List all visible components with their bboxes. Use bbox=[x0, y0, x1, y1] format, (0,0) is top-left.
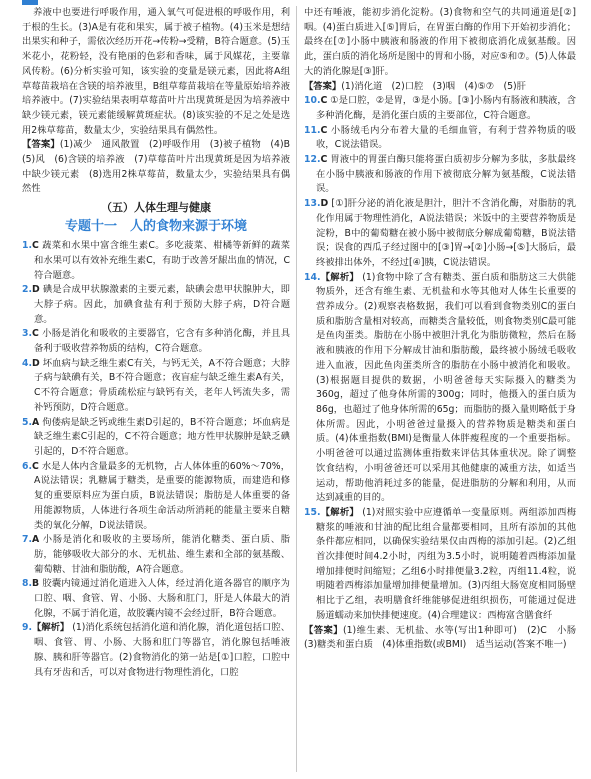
explanation-text: 胶囊内镜通过消化道进入人体，经过消化道各器官的顺序为口腔、咽、食管、胃、小肠、大肠和肛门，肝是人体最大的消化腺，不属于消化道，故胶囊内镜不会经过肝，B符合题意。 bbox=[34, 578, 290, 619]
explanation-text: 小肠绒毛内分布着大量的毛细血管，有利于营养物质的吸收，C说法错误。 bbox=[316, 124, 576, 151]
explanation-text: (1)对照实验中应遵循单一变量原则。两组添加西梅糖浆的唾液和甘油的配比组合量都要相同，且所有添加的其他条件都应相同，以确保实验结果仅由西梅的添加引起。(2)乙组首次排便时间4.2小时，丙组为3.5小时，说明随着西梅添加量增加排便时间缩短；乙组6小时排便量3.2粒，丙组11.4粒，说明随着西梅添加量增加排便量增加。(3)丙组大肠宽度相同肠壁相比于乙组，表明膳食纤维能够促进组织损伤，可能通过促进肠道蠕动来加快排便速度。(4)合理建议：西梅富含膳食纤 bbox=[316, 506, 576, 621]
question-item bbox=[304, 153, 576, 197]
question-item bbox=[304, 506, 576, 624]
question-number: 9. bbox=[22, 622, 33, 634]
question-item bbox=[22, 416, 290, 460]
explanation-text: ①是口腔，②是胃，③是小肠。[③]小肠内有肠液和胰液，含多种消化酶，是消化蛋白质的主要部位，C符合题意。 bbox=[316, 95, 576, 121]
answer-choice: C bbox=[320, 95, 328, 107]
question-item bbox=[22, 577, 290, 621]
topic-title: 专题十一 人的食物来源于环境 bbox=[64, 219, 247, 235]
question-number: 3. bbox=[22, 328, 33, 340]
question-item bbox=[22, 621, 290, 680]
explanation-text: 蔬菜和水果中富含维生素C。多吃菠菜、柑橘等新鲜的蔬菜和水果可以有效补充维生素C，有助于改善牙龈出血的情况，C符合题意。 bbox=[34, 240, 290, 281]
answer-label: 【答案】 bbox=[304, 624, 343, 636]
answer-choice: C bbox=[320, 154, 328, 166]
question-item bbox=[304, 197, 576, 271]
explanation-text: (1)消化系统包括消化道和消化腺，消化道包括口腔、咽、食管、胃、小肠、大肠和肛门等器官，消化腺包括唾液腺、胰和肝等器官。(2)食物消化的第一站是[①]口腔，口腔中具有牙齿和舌，可以对食物进行物理性消化，口腔 bbox=[34, 622, 290, 678]
question-number: 6. bbox=[22, 460, 33, 472]
answer-block-2 bbox=[304, 80, 576, 95]
answer-choice: A bbox=[32, 534, 40, 546]
answer-block-3 bbox=[304, 624, 586, 653]
question-number: 8. bbox=[22, 578, 33, 590]
explanation-text: 坏血病与缺乏维生素C有关，与钙无关，A不符合题意；大脖子病与缺碘有关，B不符合题意；夜盲症与缺乏维生素A有关，C不符合题意；骨质疏松症与缺钙有关，老年人钙流失多，需补钙预防，D符合题意。 bbox=[34, 357, 290, 413]
question-item bbox=[304, 94, 576, 123]
explanation-text: 小肠是消化和吸收的主要器官，它含有多种消化酶，并且具备利于吸收营养物质的结构，C符合题意。 bbox=[34, 328, 290, 355]
question-item bbox=[22, 283, 290, 327]
answer-choice: 【解析】 bbox=[320, 271, 359, 283]
answer-choice: D bbox=[32, 357, 40, 369]
question-number: 1. bbox=[22, 240, 33, 252]
page-accent-bar bbox=[22, 0, 38, 5]
question-number: 15. bbox=[304, 506, 321, 518]
explanation-text: [①]肝分泌的消化液是胆汁，胆汁不含消化酶，对脂肪的乳化作用属于物理性消化，A说法错误；米饭中的主要营养物质是淀粉，B中的葡萄糖在被小肠中被彻底分解成葡萄糖，B说法错误；误食的西瓜子经过图中的[③]胃→[②]小肠→[⑤]大肠后，最终被排出体外，不经过[④]胰，C说法错误。 bbox=[316, 198, 576, 268]
question-item bbox=[22, 460, 290, 534]
left-paragraph-continued: 养液中也要进行呼吸作用，通入氧气可促进根的呼吸作用，利于根的生长。(3)A是有花和果实，属于被子植物。(4)玉米是想结出果实和种子，需依次经历开花→传粉→受精，B符合题意。(5)玉米花小，花粉轻，没有艳丽的色彩和香味，属于风媒花，主要靠风传粉。(6)分析实验可知，该实验的变量是镁元素，因此将A组草莓苗栽培在含镁的培养液里，B组草莓苗栽培在等量原始培养液培养液中。(7)实验结果表明草莓苗叶片出现黄斑是因为培养液中缺少镁元素，镁元素能缓解黄斑症状。(8)该实验的不足之处是选用2株草莓苗，数量太少，实验结果具有偶然性。 bbox=[22, 7, 290, 136]
explanation-text: 佝偻病是缺乏钙或维生素D引起的，B不符合题意；坏血病是缺乏维生素C引起的，C不符合题意；地方性甲状腺肿是缺乏碘引起的，D不符合题意。 bbox=[34, 416, 290, 457]
answer-choice: C bbox=[320, 124, 328, 136]
answer-choice: D bbox=[320, 198, 329, 210]
question-item bbox=[22, 533, 290, 577]
answer-block-1 bbox=[22, 138, 300, 197]
answer-choice: B bbox=[32, 578, 40, 590]
answer-label: 【答案】 bbox=[22, 139, 60, 151]
column-divider bbox=[296, 6, 297, 772]
question-number: 11. bbox=[304, 124, 321, 136]
explanation-text: 小肠是消化和吸收的主要场所，能消化糖类、蛋白质、脂肪，能够吸收大部分的水、无机盐、维生素和全部的氨基酸、葡萄糖、甘油和脂肪酸，A符合题意。 bbox=[34, 534, 290, 575]
question-item bbox=[304, 271, 576, 506]
answer-choice: 【解析】 bbox=[32, 622, 70, 634]
question-item bbox=[22, 327, 290, 356]
explanation-text: 碘是合成甲状腺激素的主要元素，缺碘会患甲状腺肿大，即大脖子病。因此，加碘食盐有利于预防大脖子病，D符合题意。 bbox=[34, 284, 290, 325]
right-column bbox=[304, 6, 586, 653]
answer-choice: C bbox=[32, 328, 39, 340]
left-column bbox=[22, 6, 300, 680]
answer-choice: C bbox=[32, 240, 39, 252]
question-item bbox=[304, 124, 576, 153]
question-number: 2. bbox=[22, 284, 33, 296]
section-heading: （五）人体生理与健康 bbox=[101, 201, 211, 215]
question-item bbox=[22, 239, 290, 283]
explanation-text: 胃液中的胃蛋白酶只能将蛋白质初步分解为多肽，多肽最终在小肠中胰液和肠液的作用下被彻底分解为氨基酸，C说法错误。 bbox=[316, 154, 576, 195]
answer-choice: 【解析】 bbox=[320, 506, 359, 518]
answer-choice: A bbox=[32, 416, 40, 428]
explanation-text: 水是人体内含量最多的无机物，占人体体重的60%～70%，A说法错误；乳糖属于糖类，是重要的能源物质，而建造和修复的重要原料应为蛋白质，B说法错误；脂肪是人体重要的备用能源物质，人体进行各项生命活动所消耗的能量主要来自糖类的氧化分解，D说法错误。 bbox=[34, 460, 290, 531]
left-question-list bbox=[22, 239, 290, 680]
explanation-text: (1)食物中除了含有糖类、蛋白质和脂肪这三大供能物质外，还含有维生素、无机盐和水等其他对人体生长重要的营养成分。(2)观察表格数据，我们可以看到食物类别C的蛋白质和脂肪含量相对较高，而糖类含量较低，则食物类别C最可能是鱼肉蛋类。脂肪在小肠中被胆汁乳化为脂肪微粒，然后在肠液和胰液的作用下分解成甘油和脂肪酸，最终被小肠绒毛吸收进入血液，因此鱼肉蛋类所含的脂肪在小肠中被消化和吸收。(3)根据题目提供的数据，小明爸爸每天实际摄入的糖类为360g，超过了他身体所需的300g；同时，他摄入的蛋白质为86g，也超过了他身体所需的65g；而脂肪的摄入量则略低于身体所需。因此，小明爸爸过量摄入的营养物质是糖类和蛋白质。(4)体重指数(BMI)是衡量人体胖瘦程度的一个重要指标。小明爸爸可以通过监测体重指数来评估其体重状况。除了调整饮食结构，小明爸爸还可以采用其他健康的减重方法，如适当运动，帮助他消耗过多的能量，促进脂肪的分解和利用，从而达到减重的目的。 bbox=[316, 271, 576, 504]
answer-label: 【答案】 bbox=[304, 80, 342, 92]
answer-choice: D bbox=[32, 284, 40, 296]
right-question-list bbox=[304, 94, 576, 623]
right-paragraph-continued: 中还有唾液，能初步消化淀粉。(3)食物和空气的共同通道是[②]咽。(4)蛋白质进入[⑤]胃后，在胃蛋白酶的作用下开始初步消化；最终在[⑦]小肠中胰液和肠液的作用下被彻底消化成氨基酸。因此，蛋白质的消化场所是图中的胃和小肠，对应⑤和⑦。(5)人体最大的消化腺是[③]肝。 bbox=[304, 7, 576, 77]
question-number: 10. bbox=[304, 95, 321, 107]
question-number: 4. bbox=[22, 357, 33, 369]
answer-text: (1)维生素、无机盐、水等(写出1种即可) (2)C 小肠 (3)糖类和蛋白质 (4)体重指数(或BMI) 适当运动(答案不唯一) bbox=[304, 624, 586, 651]
answer-choice: C bbox=[32, 460, 39, 472]
question-number: 7. bbox=[22, 534, 33, 546]
question-number: 13. bbox=[304, 198, 321, 210]
question-number: 5. bbox=[22, 416, 33, 428]
answer-text: (1)消化道 (2)口腔 (3)咽 (4)⑤⑦ (5)肝 bbox=[341, 80, 526, 92]
question-number: 12. bbox=[304, 154, 321, 166]
answer-text: (1)减少 通风散置 (2)呼吸作用 (3)被子植物 (4)B (5)风 (6)含镁的培养液 (7)草莓苗叶片出现黄斑是因为培养液中缺少镁元素 (8)选用2株草莓苗，数量太少，实验结果具有偶然性 bbox=[22, 139, 300, 195]
question-number: 14. bbox=[304, 271, 321, 283]
question-item bbox=[22, 357, 290, 416]
